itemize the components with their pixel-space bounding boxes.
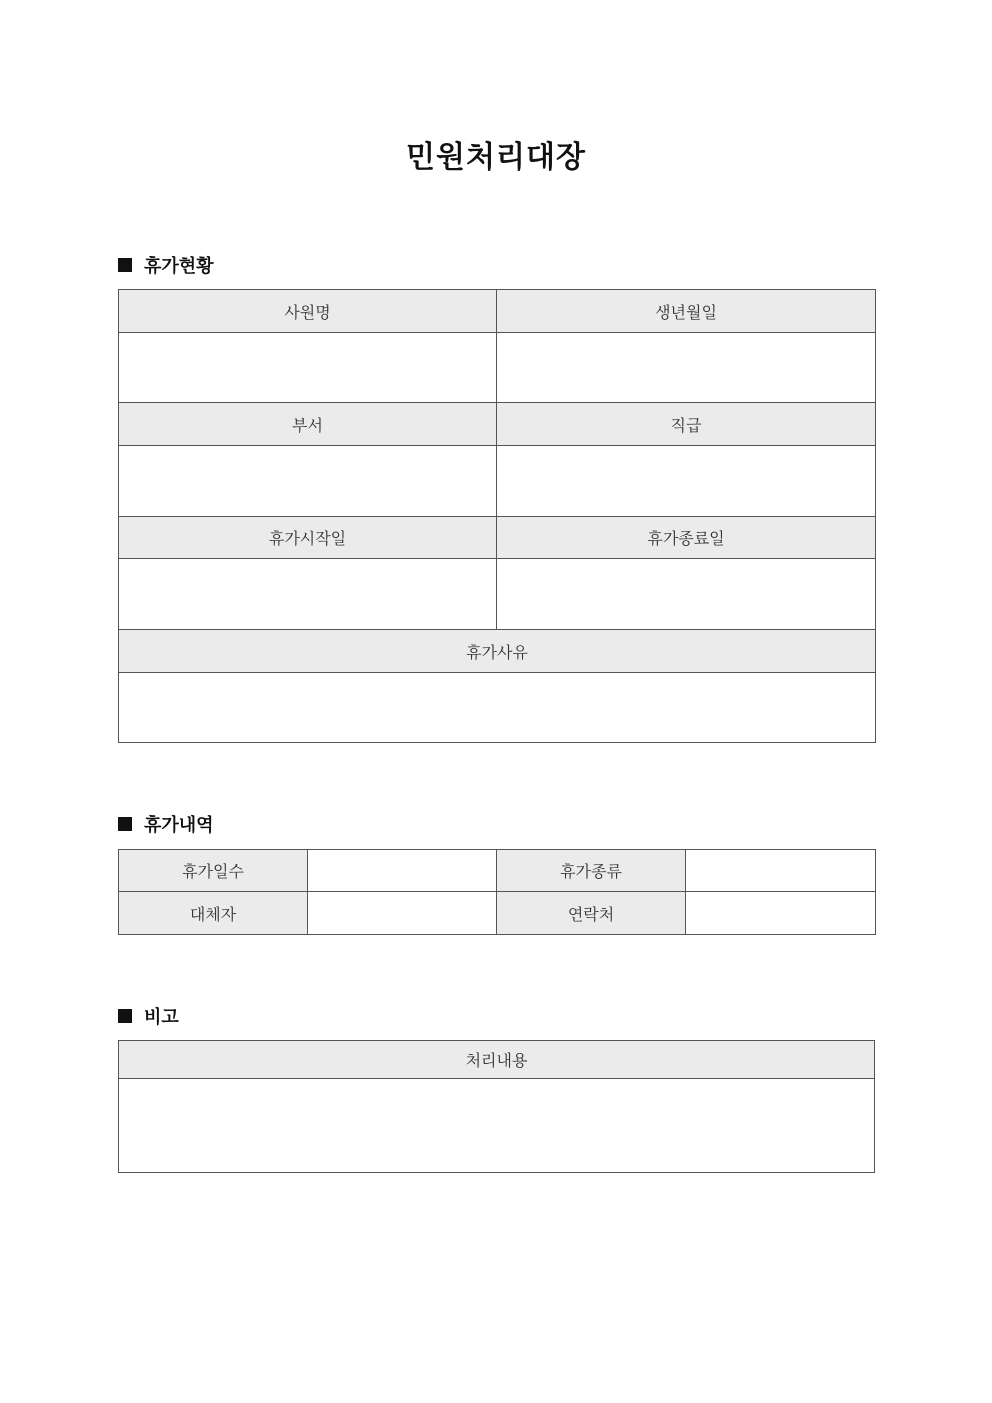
section-heading-text: 휴가현황 <box>144 256 214 277</box>
position-label: 직급 <box>497 403 876 446</box>
birth-date-field[interactable] <box>497 333 876 403</box>
square-bullet-icon <box>118 258 132 272</box>
end-date-field[interactable] <box>497 559 876 630</box>
square-bullet-icon <box>118 1009 132 1023</box>
section-heading-text: 비고 <box>144 1007 179 1028</box>
substitute-field[interactable] <box>308 892 497 935</box>
page-title: 민원처리대장 <box>406 140 586 175</box>
substitute-label: 대체자 <box>119 892 308 935</box>
reason-field[interactable] <box>119 673 876 743</box>
square-bullet-icon <box>118 817 132 831</box>
start-date-label: 휴가시작일 <box>119 517 497 559</box>
birth-date-label: 생년월일 <box>497 290 876 333</box>
end-date-label: 휴가종료일 <box>497 517 876 559</box>
position-field[interactable] <box>497 446 876 517</box>
section-heading-status <box>118 253 214 277</box>
section-heading-remarks <box>118 1004 179 1028</box>
days-label: 휴가일수 <box>119 850 308 892</box>
remarks-table <box>118 1040 875 1173</box>
department-label: 부서 <box>119 403 497 446</box>
reason-label: 휴가사유 <box>119 630 876 673</box>
type-field[interactable] <box>686 850 876 892</box>
employee-name-field[interactable] <box>119 333 497 403</box>
content-field[interactable] <box>119 1079 875 1173</box>
status-table <box>118 289 876 743</box>
contact-label: 연락처 <box>497 892 686 935</box>
contact-field[interactable] <box>686 892 876 935</box>
section-heading-text: 휴가내역 <box>144 815 214 836</box>
days-field[interactable] <box>308 850 497 892</box>
department-field[interactable] <box>119 446 497 517</box>
start-date-field[interactable] <box>119 559 497 630</box>
content-label: 처리내용 <box>119 1041 875 1079</box>
employee-name-label: 사원명 <box>119 290 497 333</box>
section-heading-details <box>118 812 214 836</box>
type-label: 휴가종류 <box>497 850 686 892</box>
details-table <box>118 849 876 935</box>
